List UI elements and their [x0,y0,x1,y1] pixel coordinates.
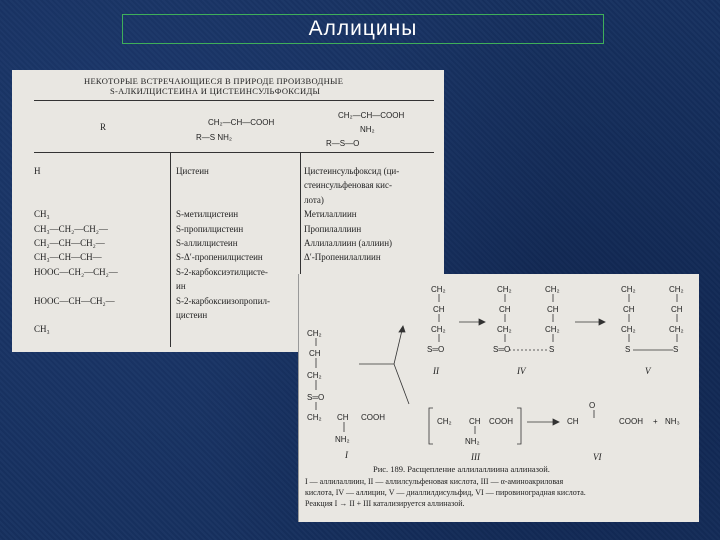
iii-ch: CH [469,417,481,426]
table-heading: НЕКОТОРЫЕ ВСТРЕЧАЮЩИЕСЯ В ПРИРОДЕ ПРОИЗВОДНЫЕ [84,76,344,86]
ii-ch2-top: CH₂ [431,285,446,294]
slide-title: Аллицины [122,14,604,44]
ii-ch: CH [433,305,445,314]
caption-line-1: Рис. 189. Расщепление аллилаллиина аллиназой. [373,464,550,474]
table-cell-r: CH₃ [34,324,50,335]
table-cell-sulfoxide: лота) [304,194,324,205]
i-ch: CH [309,349,321,358]
table-cell-sulfoxide: Аллилаллиин (аллиин) [304,238,393,248]
vi-plus: + [653,417,658,426]
i-s-o: S═O [307,393,325,402]
v-ch2-b2: CH₂ [669,325,684,334]
v-ch2-b: CH₂ [669,285,684,294]
table-cell-cysteine: ин [176,281,186,292]
caption-line-4: Реакция I → II + III катализируется аллиназой. [305,499,465,508]
iv-ch2-b: CH₂ [545,285,560,294]
table-cell-r: CH₃—CH—CH— [34,252,102,263]
table-cell-r: CH₃ [34,209,50,220]
v-ch-b: CH [671,305,683,314]
label-ii: II [433,366,439,376]
i-ch2-top: CH₂ [307,329,322,338]
reaction-scheme-scan [299,274,699,522]
table-cell-cysteine: S-2-карбоксиэтилцисте- [176,266,268,277]
i-ch: CH [337,413,349,422]
header-cysteine-formula-bottom: R—S NH₂ [196,133,232,142]
table-cell-sulfoxide: Δ′-Пропенилаллиин [304,252,381,263]
i-cooh: COOH [361,413,385,422]
i-nh2: NH₂ [335,435,350,444]
table-cell-r: HOOC—CH₂—CH₂— [34,266,118,277]
header-r: R [100,122,107,132]
table-cell-r: CH₃—CH₂—CH₂— [34,223,108,234]
caption-line-3: кислота, IV — аллицин, V — диаллилдисульфид, VI — пировиноградная кислота. [305,488,586,497]
table-cell-sulfoxide: Пропилаллиин [304,223,362,234]
table-cell-cysteine: S-метилцистеин [176,209,239,220]
caption-line-2: I — аллилаллиин, II — аллилсульфеновая кислота, III — α-аминоакриловая [305,477,564,486]
table-cell-cysteine: S-аллилцистеин [176,238,238,248]
header-sulfoxide-formula-bottom: R—S—O [326,139,360,148]
header-sulfoxide-formula-top: CH₂—CH—COOH [338,111,405,120]
vi-ch: CH [567,417,579,426]
label-v: V [645,366,651,376]
i-ch2-bottom: CH₂ [307,413,322,422]
i-ch2-mid: CH₂ [307,371,322,380]
table-subheading: S-АЛКИЛЦИСТЕИНА И ЦИСТЕИНСУЛЬФОКСИДЫ [110,86,321,96]
table-cell-sulfoxide: стеинсульфеновая кис- [304,180,392,191]
header-cysteine-formula-top: CH₂—CH—COOH [208,118,275,127]
iii-nh2: NH₂ [465,437,480,446]
table-cell-cysteine: цистеин [176,310,208,320]
label-iv: IV [517,366,526,376]
v-ch2-a: CH₂ [621,285,636,294]
iv-ch-a: CH [499,305,511,314]
table-header-rule [34,152,434,153]
iii-cooh: COOH [489,417,513,426]
iv-s: S [549,345,555,354]
header-sulfoxide-nh2: NH₂ [360,125,375,134]
table-top-rule [34,100,434,101]
iii-ch2: CH₂ [437,417,452,426]
table-column-divider-1 [170,152,171,347]
ii-ch2: CH₂ [431,325,446,334]
v-s-b: S [673,345,679,354]
label-vi: VI [593,452,602,462]
v-s-a: S [625,345,631,354]
iv-ch2-b2: CH₂ [545,325,560,334]
iv-s-o: S═O [493,345,511,354]
table-cell-r: HOOC—CH—CH₂— [34,295,115,306]
table-cell-sulfoxide: Цистеинсульфоксид (ци- [304,166,400,176]
v-ch2-a2: CH₂ [621,325,636,334]
label-iii: III [471,452,480,462]
table-cell-sulfoxide: Метилаллиин [304,209,357,220]
table-cell-cysteine: Цистеин [176,166,209,176]
vi-nh3: NH₃ [665,417,680,426]
table-cell-cysteine: S-Δ′-пропенилцистеин [176,252,263,263]
vi-cooh: COOH [619,417,643,426]
v-ch-a: CH [623,305,635,314]
table-cell-r: H [34,166,41,176]
ii-s-o: S═O [427,345,445,354]
table-cell-cysteine: S-2-карбоксиизопропил- [176,295,271,306]
iv-ch2-a: CH₂ [497,285,512,294]
iv-ch2-a2: CH₂ [497,325,512,334]
vi-o: O [589,401,596,410]
iv-ch-b: CH [547,305,559,314]
label-i: I [345,450,348,460]
table-cell-r: CH₂—CH—CH₂— [34,238,105,248]
table-cell-cysteine: S-пропилцистеин [176,223,244,234]
